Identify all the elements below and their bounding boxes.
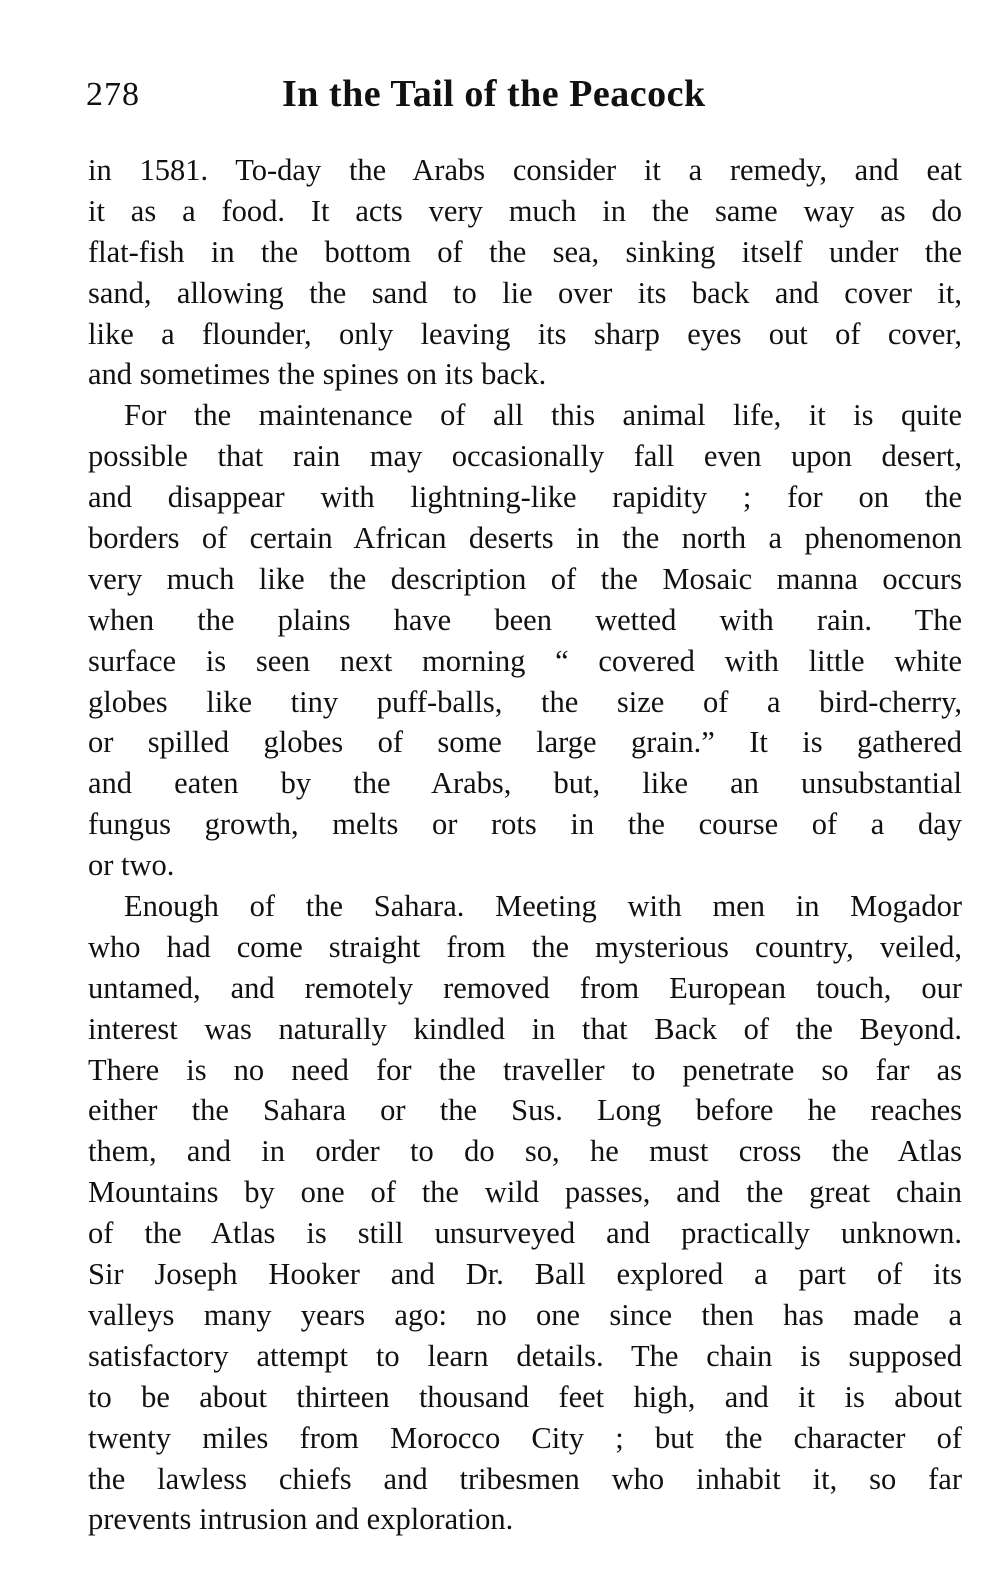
text-line: sand, allowing the sand to lie over its back and cover it, bbox=[88, 275, 962, 310]
text-line: or spilled globes of some large grain.” It is gathered bbox=[88, 725, 962, 760]
running-title: In the Tail of the Peacock bbox=[282, 73, 706, 115]
text-line: Sir Joseph Hooker and Dr. Ball explored a part of its bbox=[88, 1257, 962, 1292]
text-line: and sometimes the spines on its back. bbox=[88, 357, 547, 392]
text-line: borders of certain African deserts in the north a phenomenon bbox=[88, 521, 962, 556]
text-line: fungus growth, melts or rots in the course of a day bbox=[88, 807, 962, 842]
text-line: like a flounder, only leaving its sharp eyes out of cover, bbox=[88, 316, 962, 351]
text-line: valleys many years ago: no one since then has made a bbox=[88, 1297, 962, 1332]
text-line: surface is seen next morning “ covered with little white bbox=[88, 643, 962, 678]
text-line: satisfactory attempt to learn details. The chain is supposed bbox=[88, 1338, 962, 1373]
page-number: 278 bbox=[86, 76, 140, 113]
text-line: possible that rain may occasionally fall even upon desert, bbox=[88, 439, 962, 474]
text-line: it as a food. It acts very much in the same way as do bbox=[88, 193, 962, 228]
text-line: when the plains have been wetted with rain. The bbox=[88, 602, 962, 637]
text-line: Mountains by one of the wild passes, and the great chain bbox=[88, 1175, 962, 1210]
text-line: who had come straight from the mysterious country, veiled, bbox=[88, 929, 962, 964]
text-line: very much like the description of the Mosaic manna occurs bbox=[88, 561, 962, 596]
text-line: them, and in order to do so, he must cross the Atlas bbox=[88, 1134, 962, 1169]
body-text bbox=[88, 150, 962, 1540]
text-line: the lawless chiefs and tribesmen who inhabit it, so far bbox=[88, 1461, 962, 1496]
text-line: in 1581. To-day the Arabs consider it a remedy, and eat bbox=[88, 153, 962, 187]
text-line: and eaten by the Arabs, but, like an unsubstantial bbox=[88, 766, 962, 801]
paragraph-first-line: Enough of the Sahara. Meeting with men in Mogador bbox=[124, 889, 962, 924]
text-line: untamed, and remotely removed from European touch, our bbox=[88, 970, 962, 1005]
text-line: prevents intrusion and exploration. bbox=[88, 1502, 514, 1537]
paragraph-first-line: For the maintenance of all this animal life, it is quite bbox=[124, 398, 962, 433]
text-line: interest was naturally kindled in that Back of the Beyond. bbox=[88, 1011, 962, 1046]
text-line: to be about thirteen thousand feet high, and it is about bbox=[88, 1379, 962, 1414]
running-head bbox=[86, 72, 966, 122]
text-line: There is no need for the traveller to penetrate so far as bbox=[88, 1052, 962, 1087]
text-line: flat-fish in the bottom of the sea, sinking itself under the bbox=[88, 234, 962, 269]
text-line: globes like tiny puff-balls, the size of a bird-cherry, bbox=[88, 684, 962, 719]
text-line: either the Sahara or the Sus. Long before he reaches bbox=[88, 1093, 962, 1128]
text-line: or two. bbox=[88, 848, 175, 883]
text-line: twenty miles from Morocco City ; but the character of bbox=[88, 1420, 962, 1455]
text-line: of the Atlas is still unsurveyed and practically unknown. bbox=[88, 1216, 962, 1251]
text-line: and disappear with lightning-like rapidity ; for on the bbox=[88, 480, 962, 515]
